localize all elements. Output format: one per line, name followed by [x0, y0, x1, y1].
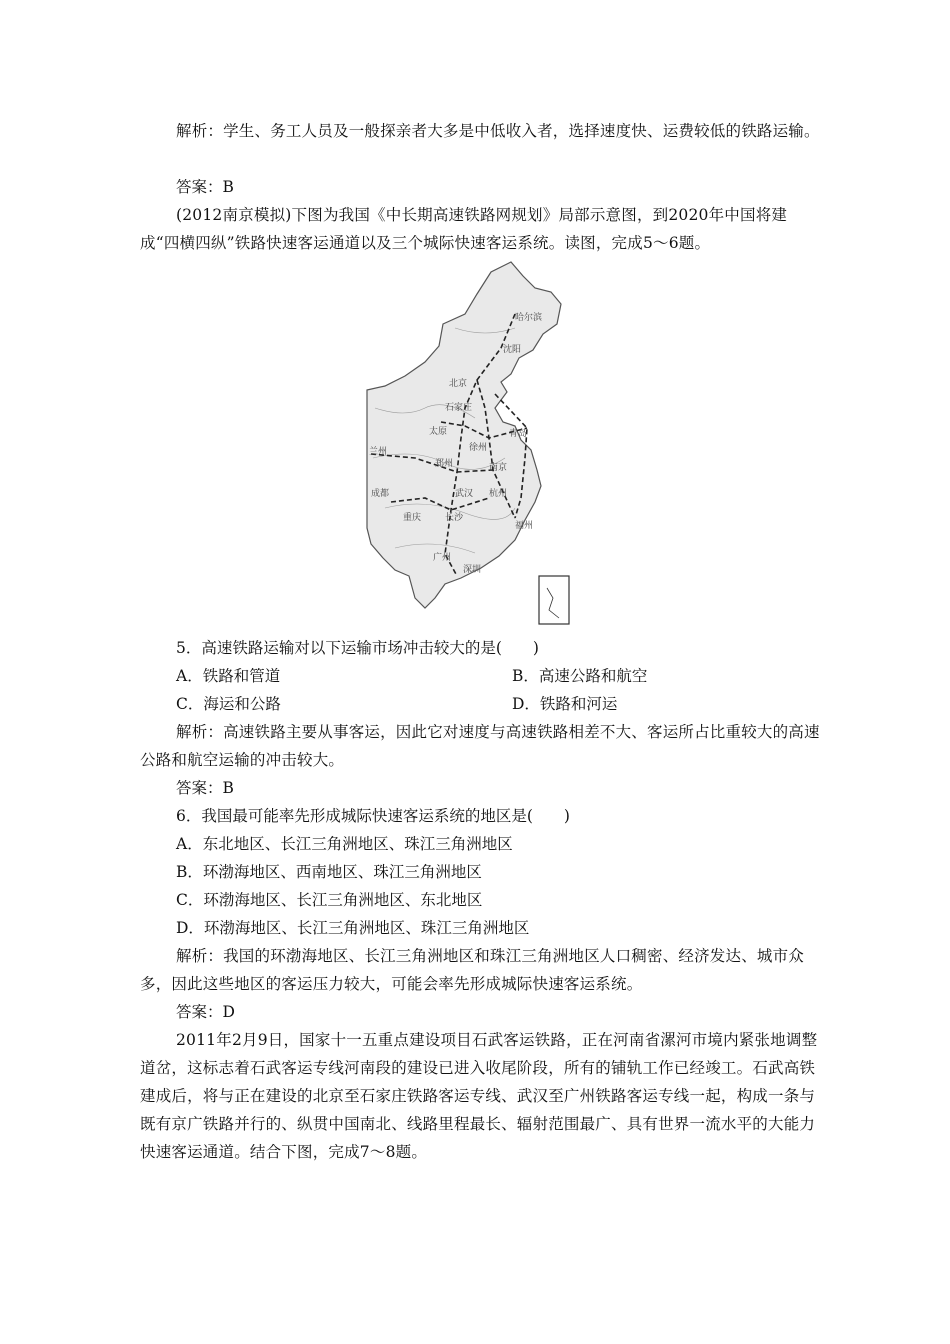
analysis-q6: 解析：我国的环渤海地区、长江三角洲地区和珠江三角洲地区人口稠密、经济发达、城市众多，因此这些地区的客运压力较大，可能会率先形成城际快速客运系统。	[140, 947, 805, 993]
city-label: 太原	[429, 427, 448, 437]
city-label: 长沙	[445, 513, 464, 523]
q6-option-b: B．环渤海地区、西南地区、珠江三角洲地区	[176, 863, 482, 881]
q5-option-a: A．铁路和管道	[176, 667, 281, 685]
city-label: 徐州	[469, 443, 488, 453]
city-label: 武汉	[455, 489, 474, 499]
q5-option-d: D．铁路和河运	[512, 695, 618, 713]
south-china-sea-inset	[539, 576, 569, 624]
analysis-q5: 解析：高速铁路主要从事客运，因此它对速度与高速铁路相差不大、客运所占比重较大的高速公路和航空运输的冲击较大。	[140, 723, 820, 769]
answer-q6: 答案：D	[176, 1003, 235, 1021]
city-label: 石家庄	[445, 403, 473, 413]
city-label: 广州	[433, 553, 452, 563]
city-label: 郑州	[435, 459, 454, 469]
question-6-stem: 6．我国最可能率先形成城际快速客运系统的地区是( )	[176, 807, 570, 825]
q6-option-d: D．环渤海地区、长江三角洲地区、珠江三角洲地区	[176, 919, 530, 937]
answer-q5: 答案：B	[176, 779, 234, 797]
q6-option-c: C．环渤海地区、长江三角洲地区、东北地区	[176, 891, 483, 909]
city-label: 哈尔滨	[515, 313, 543, 323]
question-5-stem: 5．高速铁路运输对以下运输市场冲击较大的是( )	[176, 639, 539, 657]
city-label: 成都	[371, 489, 390, 499]
q6-option-a: A．东北地区、长江三角洲地区、珠江三角洲地区	[176, 835, 513, 853]
q5-option-c: C．海运和公路	[176, 695, 281, 713]
railway-map-figure	[365, 258, 583, 630]
city-label: 杭州	[489, 489, 508, 499]
city-label: 福州	[515, 521, 534, 531]
intro-q5-6: (2012南京模拟)下图为我国《中长期高速铁路网规划》局部示意图，到2020年中国将建成“四横四纵”铁路快速客运通道以及三个城际快速客运系统。读图，完成5～6题。	[140, 206, 788, 252]
intro-q7-8: 2011年2月9日，国家十一五重点建设项目石武客运铁路，正在河南省漯河市境内紧张地调整道岔，这标志着石武客运专线河南段的建设已进入收尾阶段，所有的铺轨工作已经竣工。石武高铁建成后，将与正在建设的北京至石家庄铁路客运专线、武汉至广州铁路客运专线一起，构成一条与既有京广铁路并行的、纵贯中国南北、线路里程最长、辐射范围最广、具有世界一流水平的大能力快速客运通道。结合下图，完成7～8题。	[140, 1031, 818, 1161]
city-label: 深圳	[463, 565, 482, 575]
city-label: 兰州	[369, 447, 388, 457]
city-label: 青岛	[509, 429, 528, 439]
analysis-q4: 解析：学生、务工人员及一般探亲者大多是中低收入者，选择速度快、运费较低的铁路运输。	[176, 122, 820, 140]
city-label: 重庆	[403, 513, 422, 523]
city-label: 南京	[489, 463, 508, 473]
answer-q4: 答案：B	[176, 178, 234, 196]
q5-option-b: B．高速公路和航空	[512, 667, 648, 685]
city-label: 北京	[449, 379, 468, 389]
city-label: 沈阳	[503, 345, 522, 355]
